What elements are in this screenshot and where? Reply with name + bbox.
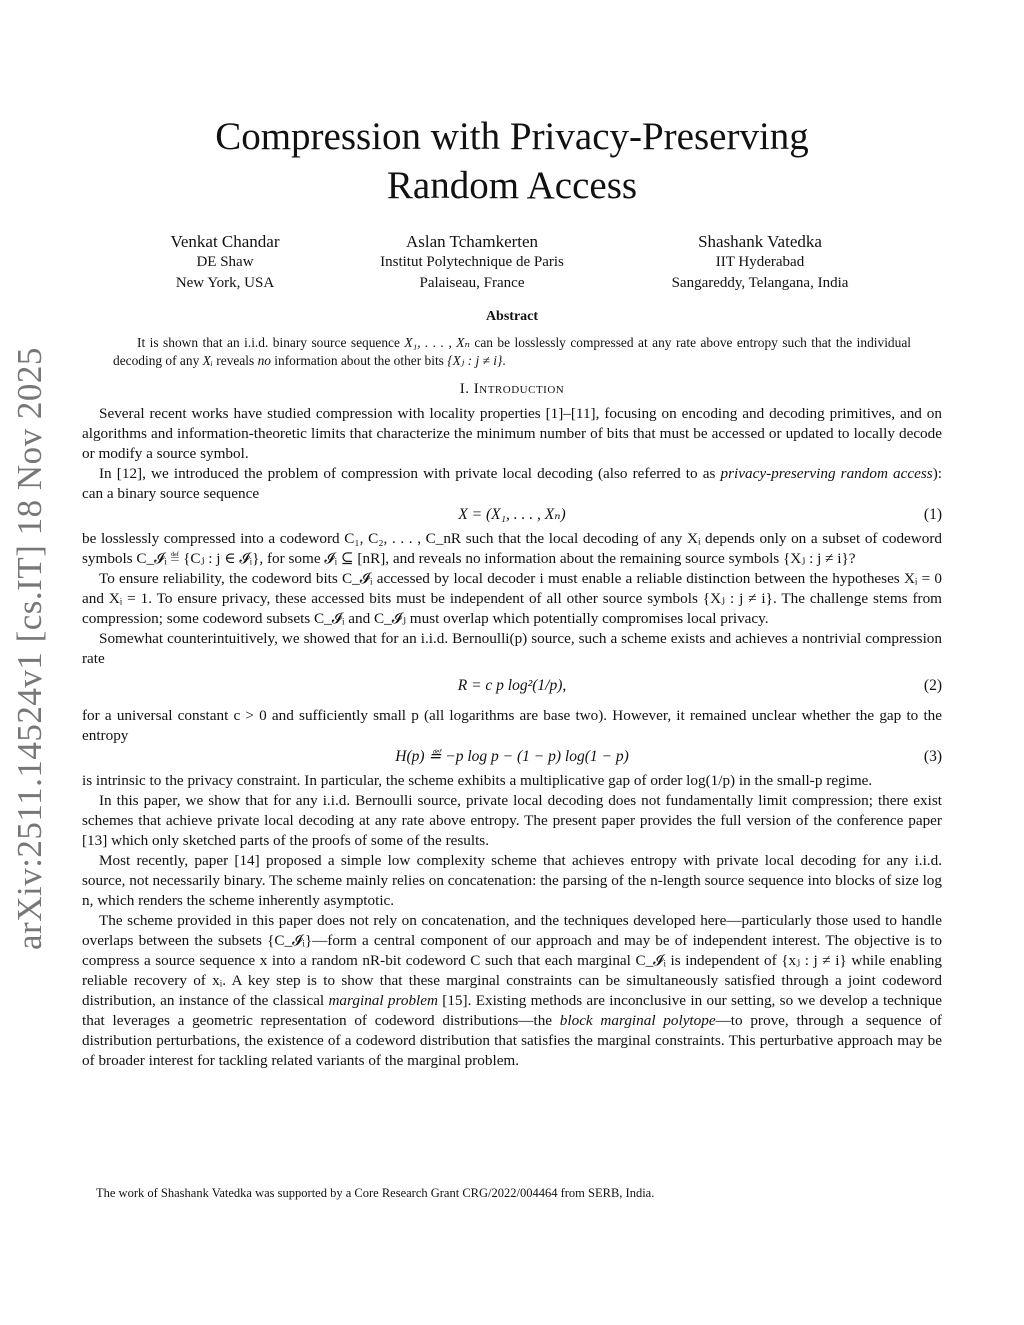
author-name: Venkat Chandar — [170, 232, 280, 251]
footnote: The work of Shashank Vatedka was supported by a Core Research Grant CRG/2022/004464 from SERB, India. — [96, 1186, 655, 1200]
paragraph: In this paper, we show that for any i.i.d. Bernoulli source, private local decoding does not fundamentally limit compression; there exist schemes that achieve private local decoding at any rate above entropy. The present paper provides the full version of the conference paper [13] which only sketched parts of the proofs of some of the results. — [82, 792, 942, 849]
section-heading: I. Introduction — [459, 381, 565, 397]
paragraph-segment: [15]. Existing methods are inconclusive in our setting, so we develop a technique that leverages a geometric representation of codeword distributions—the — [82, 992, 942, 1029]
abstract-segment: can be losslessly compressed at any rate above entropy such that the individual decoding of any — [113, 335, 911, 368]
abstract-segment: reveals — [212, 353, 258, 368]
title-line-1: Compression with Privacy-Preserving — [215, 115, 809, 158]
body-text — [82, 404, 942, 1071]
paragraph: is intrinsic to the privacy constraint. In particular, the scheme exhibits a multiplicative gap of order log(1/p) in the small-p regime. — [82, 772, 873, 789]
paragraph-segment: —to prove, through a sequence of distribution perturbations, the existence of a codeword distribution that satisfies the marginal constraints. This perturbative approach may be of broader interest for tackling related variants of the marginal problem. — [82, 1012, 942, 1069]
author-affiliation: IIT Hyderabad — [715, 254, 805, 270]
author-affiliation: DE Shaw — [196, 254, 254, 270]
title-line-2: Random Access — [386, 164, 638, 207]
abstract-segment: It is shown that an i.i.d. binary source sequence — [137, 335, 405, 350]
arxiv-stamp: arXiv:2511.14524v1 [cs.IT] 18 Nov 2025 — [10, 347, 49, 950]
author-block — [332, 231, 612, 294]
equation-number: (1) — [923, 506, 942, 523]
author-block — [620, 231, 900, 294]
paragraph — [82, 464, 942, 504]
abstract-segment: . — [502, 353, 506, 368]
paragraph: Most recently, paper [14] proposed a simple low complexity scheme that achieves entropy with private local decoding for any i.i.d. source, not necessarily binary. The scheme mainly relies on concatenation: the parsing of the n-length source sequence into blocks of size log n, which renders the scheme inherently asymptotic. — [82, 852, 942, 909]
author-location: Palaiseau, France — [419, 275, 525, 291]
math-inline: Xᵢ — [202, 353, 213, 368]
paragraph-emphasis: marginal problem — [328, 992, 438, 1009]
equation-1 — [82, 505, 942, 527]
author-location: New York, USA — [175, 275, 275, 291]
equation-expression: R = c p log²(1/p), — [457, 677, 567, 694]
equation-expression: X = (X₁, . . . , Xₙ) — [458, 506, 566, 523]
paragraph: be losslessly compressed into a codeword C₁, C₂, . . . , C_nR such that the local decoding of any Xᵢ depends only on a subset of codeword symbols C_𝓘ᵢ ≝ {Cⱼ : j ∈ 𝓘ᵢ}, for some 𝓘ᵢ ⊆ [nR], and reveals no information about the remaining source symbols {Xⱼ : j ≠ i}? — [82, 530, 942, 567]
paragraph: for a universal constant c > 0 and sufficiently small p (all logarithms are base two). However, it remained unclear whether the gap to the entropy — [82, 707, 942, 744]
equation-expression: H(p) ≝ −p log p − (1 − p) log(1 − p) — [395, 748, 629, 765]
paragraph — [82, 911, 942, 1071]
abstract-heading: Abstract — [485, 309, 539, 324]
equation-number: (3) — [923, 748, 942, 765]
abstract-text — [113, 334, 911, 370]
paragraph-segment: The scheme provided in this paper does not rely on concatenation, and the techniques developed here—particularly those used to handle overlaps between the subsets {C_𝓘ᵢ}—form a central component of our approach and may be of independent interest. The objective is to compress a source sequence x into a random nR-bit codeword C such that each marginal C_𝓘ᵢ is independent of {xⱼ : j ≠ i} while enabling reliable recovery of xᵢ. A key step is to show that these marginal constraints can be simultaneously satisfied through a joint codeword distribution, an instance of the classical — [82, 912, 942, 1009]
author-affiliation: Institut Polytechnique de Paris — [380, 254, 564, 270]
equation-2 — [82, 670, 942, 704]
math-inline: {Xⱼ : j ≠ i} — [447, 353, 503, 368]
author-name: Aslan Tchamkerten — [405, 232, 539, 251]
paragraph: Several recent works have studied compression with locality properties [1]–[11], focusing on encoding and decoding primitives, and on algorithms and information-theoretic limits that characterize the minimum number of bits that must be accessed or updated to locally decode or modify a source symbol. — [82, 405, 942, 462]
paragraph-emphasis: privacy-preserving random access — [720, 465, 933, 482]
paper-title — [150, 112, 874, 210]
author-block — [85, 231, 365, 294]
paragraph: To ensure reliability, the codeword bits C_𝓘ᵢ accessed by local decoder i must enable a reliable distinction between the hypotheses Xᵢ = 0 and Xᵢ = 1. To ensure privacy, these accessed bits must be independent of all other source symbols {Xⱼ : j ≠ i}. The challenge stems from compression; some codeword subsets C_𝓘ᵢ and C_𝓘ⱼ must overlap which potentially compromises local privacy. — [82, 570, 942, 627]
paragraph: Somewhat counterintuitively, we showed that for an i.i.d. Bernoulli(p) source, such a scheme exists and achieves a nontrivial compression rate — [82, 630, 942, 667]
paragraph-segment: In [12], we introduced the problem of compression with private local decoding (also referred to as — [99, 465, 721, 482]
paragraph-emphasis: block marginal polytope — [559, 1012, 716, 1029]
abstract-segment: information about the other bits — [270, 353, 448, 368]
paragraph-segment: ): can a binary source sequence — [82, 465, 942, 502]
equation-3 — [82, 747, 942, 769]
math-inline: X₁, . . . , Xₙ — [404, 335, 470, 350]
author-location: Sangareddy, Telangana, India — [671, 275, 849, 291]
author-name: Shashank Vatedka — [698, 232, 822, 251]
abstract-emphasis: no — [257, 353, 271, 368]
equation-number: (2) — [923, 677, 942, 694]
